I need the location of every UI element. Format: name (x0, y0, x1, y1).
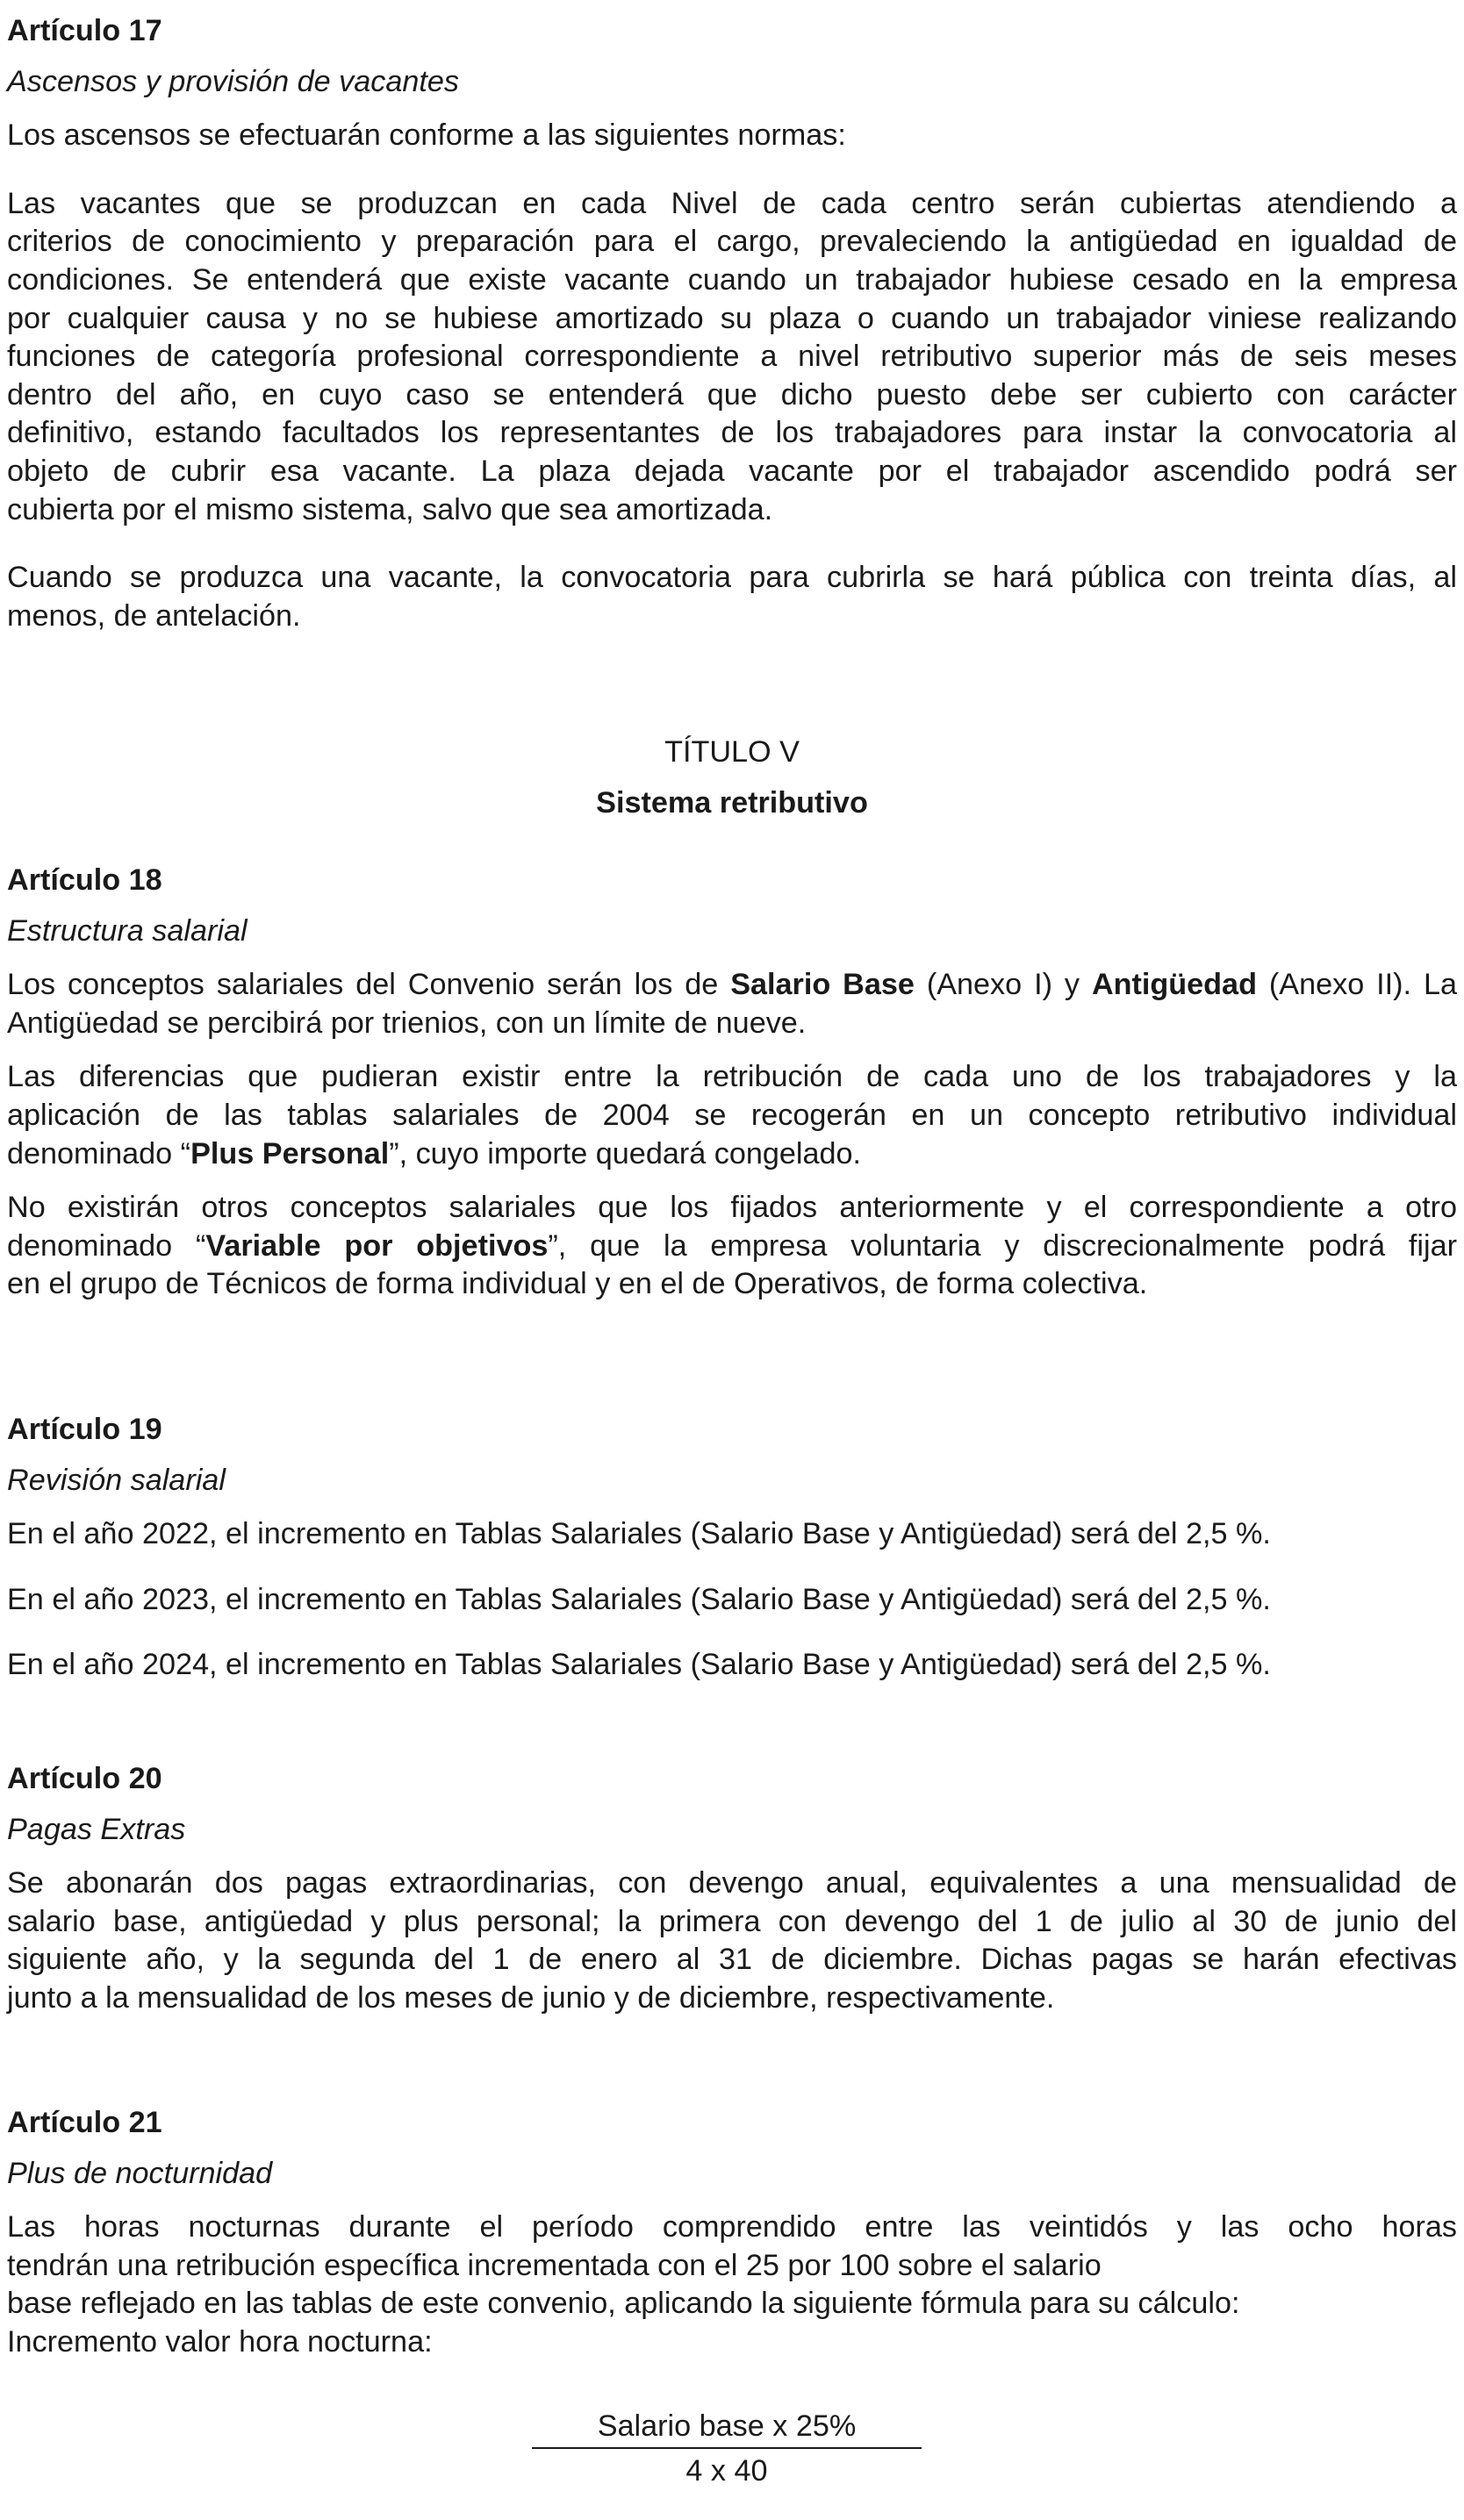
article-18-paragraph-3 (7, 1189, 1457, 1304)
paragraph-line: cubierta por el mismo sistema, salvo que sea amortizada. (7, 492, 773, 526)
formula-denominator: 4 x 40 (685, 2454, 768, 2488)
antiguedad-term: Antigüedad (1091, 968, 1257, 1002)
paragraph-line: dentro del año, en cuyo caso se entenderá que dicho puesto debe ser cubierto con carácter (7, 377, 1457, 412)
article-20-subtitle: Pagas Extras (7, 1812, 186, 1846)
paragraph-line: menos, de antelación. (7, 598, 301, 633)
paragraph-line: siguiente año, y la segunda del 1 de enero al 31 de diciembre. Dichas pagas se harán efectivas (7, 1943, 1457, 1977)
paragraph-line: Las vacantes que se produzcan en cada Nivel de cada centro serán cubiertas atendiendo a (7, 186, 1457, 220)
paragraph-line: denominado “Plus Personal”, cuyo importe quedará congelado. (7, 1136, 862, 1171)
night-hour-formula (532, 2408, 922, 2490)
article-21 (7, 2104, 1457, 2362)
article-17-paragraph-2 (7, 559, 1457, 635)
title-number: TÍTULO V (664, 735, 800, 769)
article-20-heading: Artículo 20 (7, 1762, 162, 1795)
article-19-subtitle: Revisión salarial (7, 1463, 226, 1497)
paragraph-line: denominado “Variable por objetivos”, que la empresa voluntaria y discrecionalmente podrá fijar (7, 1228, 1458, 1263)
variable-objetivos-term: Variable por objetivos (205, 1228, 549, 1263)
paragraph-line: Los conceptos salariales del Convenio serán los de Salario Base (Anexo I) y Antigüedad (Anexo II). La (7, 968, 1457, 1002)
article-21-paragraph (7, 2209, 1457, 2361)
paragraph-line: Incremento valor hora nocturna: (7, 2324, 433, 2359)
paragraph-line: definitivo, estando facultados los representantes de los trabajadores para instar la convocatoria al (7, 416, 1457, 450)
article-17-paragraph-1 (7, 185, 1457, 529)
paragraph-line: tendrán una retribución específica incrementada con el 25 por 100 sobre el salario (7, 2248, 1102, 2282)
paragraph-line: No existirán otros conceptos salariales que los fijados anteriormente y el correspondiente a otro (7, 1191, 1457, 1225)
title-name: Sistema retributivo (596, 786, 868, 820)
paragraph-line: Se abonarán dos pagas extraordinarias, con devengo anual, equivalentes a una mensualidad de (7, 1866, 1457, 1901)
formula-fraction-bar (532, 2447, 922, 2449)
article-17-subtitle: Ascensos y provisión de vacantes (7, 64, 459, 98)
article-18 (7, 862, 1457, 1304)
paragraph-line: Las diferencias que pudieran existir entre la retribución de cada uno de los trabajadores y la (7, 1060, 1457, 1094)
article-17-heading: Artículo 17 (7, 14, 162, 47)
paragraph-line: En el año 2024, el incremento en Tablas Salariales (Salario Base y Antigüedad) será del 2,5 %. (7, 1648, 1271, 1682)
article-19 (7, 1411, 1457, 1685)
paragraph-line: criterios de conocimiento y preparación para el cargo, prevaleciendo la antigüedad en igualdad de (7, 225, 1457, 259)
article-20-paragraph (7, 1865, 1457, 2017)
paragraph-line: aplicación de las tablas salariales de 2004 se recogerán en un concepto retributivo individual (7, 1098, 1457, 1132)
paragraph-line: salario base, antigüedad y plus personal; la primera con devengo del 1 de julio al 30 de junio del (7, 1904, 1457, 1938)
article-18-heading: Artículo 18 (7, 863, 162, 897)
paragraph-line: En el año 2023, el incremento en Tablas Salariales (Salario Base y Antigüedad) será del 2,5 %. (7, 1582, 1271, 1616)
article-21-heading: Artículo 21 (7, 2106, 162, 2139)
paragraph-line: En el año 2022, el incremento en Tablas Salariales (Salario Base y Antigüedad) será del 2,5 %. (7, 1517, 1271, 1551)
paragraph-line: Antigüedad se percibirá por trienios, con un límite de nueve. (7, 1006, 807, 1040)
article-20 (7, 1760, 1457, 2018)
plus-personal-term: Plus Personal (190, 1136, 390, 1171)
paragraph-line: Las horas nocturnas durante el período comprendido entre las veintidós y las ocho horas (7, 2210, 1457, 2244)
formula-numerator: Salario base x 25% (597, 2409, 857, 2443)
article-18-paragraph-1 (7, 966, 1457, 1042)
paragraph-line: junto a la mensualidad de los meses de junio y de diciembre, respectivamente. (7, 1980, 1055, 2015)
paragraph-line: por cualquier causa y no se hubiese amortizado su plaza o cuando un trabajador viniese realizando (7, 301, 1457, 335)
article-18-subtitle: Estructura salarial (7, 913, 248, 948)
paragraph-line: objeto de cubrir esa vacante. La plaza dejada vacante por el trabajador ascendido podrá ser (7, 454, 1457, 488)
article-17 (7, 12, 1457, 635)
salario-base-term: Salario Base (730, 968, 915, 1002)
paragraph-line: Cuando se produzca una vacante, la convocatoria para cubrirla se hará pública con treinta días, al (7, 561, 1457, 595)
article-17-intro: Los ascensos se efectuarán conforme a las siguientes normas: (7, 118, 846, 153)
article-21-subtitle: Plus de nocturnidad (7, 2156, 273, 2190)
paragraph-line: en el grupo de Técnicos de forma individual y en el de Operativos, de forma colectiva. (7, 1267, 1148, 1301)
paragraph-line: base reflejado en las tablas de este convenio, aplicando la siguiente fórmula para su cálculo: (7, 2287, 1240, 2321)
paragraph-line: condiciones. Se entenderá que existe vacante cuando un trabajador hubiese cesado en la empresa (7, 262, 1457, 297)
article-18-paragraph-2 (7, 1058, 1457, 1173)
paragraph-line: funciones de categoría profesional correspondiente a nivel retributivo superior más de seis meses (7, 340, 1457, 374)
article-19-heading: Artículo 19 (7, 1413, 162, 1446)
